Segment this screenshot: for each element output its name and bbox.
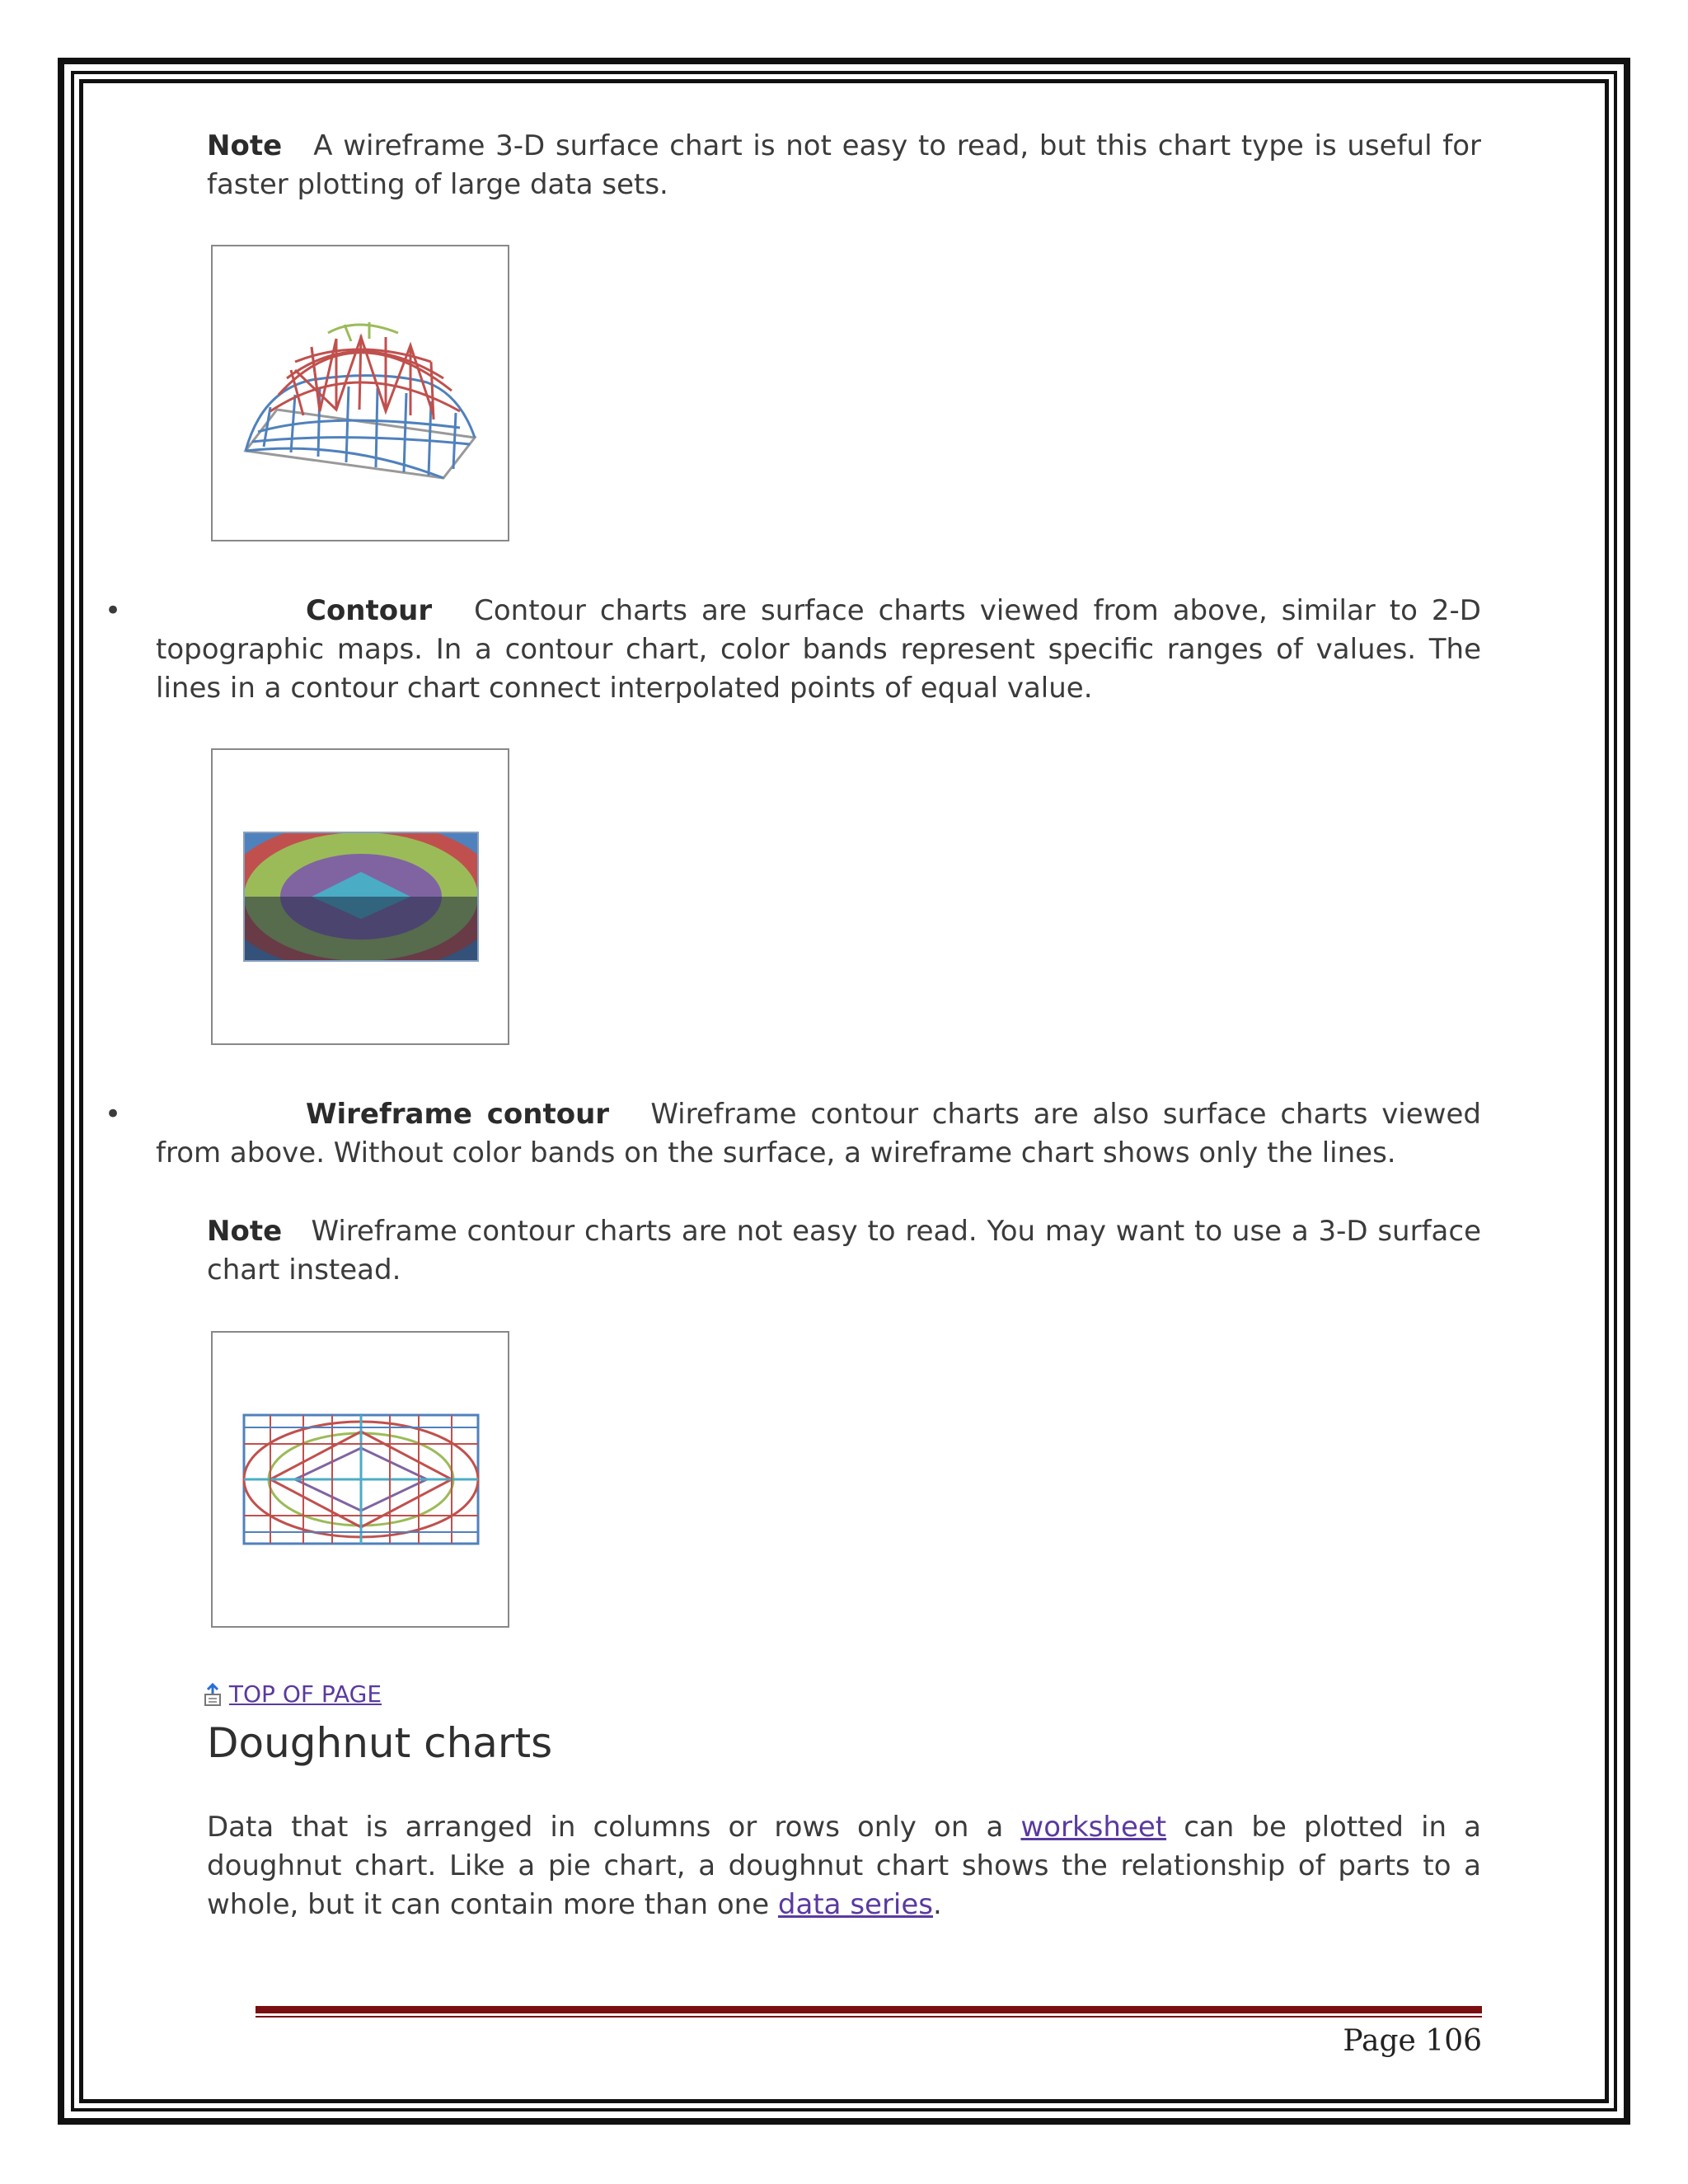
note-text: Wireframe contour charts are not easy to read. You may want to use a 3-D surface chart instead. — [207, 1215, 1481, 1286]
wireframe-contour-chart-image — [213, 1333, 508, 1626]
footer-rule-thin — [256, 2016, 1482, 2018]
note-wireframe-contour — [207, 1212, 1481, 1290]
contour-term: Contour — [306, 594, 433, 627]
top-of-page-link[interactable] — [204, 1680, 382, 1709]
contour-paragraph — [156, 592, 1481, 708]
doughnut-text-1: Data that is arranged in columns or rows only on a — [207, 1811, 1021, 1844]
note-wireframe-surface — [207, 127, 1481, 204]
wireframe-3d-surface-image — [213, 246, 508, 540]
note-text: A wireframe 3-D surface chart is not easy to read, but this chart type is useful for faster plotting of large data sets. — [207, 129, 1481, 201]
doughnut-text-2: can be plotted in a doughnut chart. Like a pie chart, a doughnut chart shows the relationship of parts to a whole, but it can contain more than one — [207, 1811, 1481, 1921]
doughnut-paragraph — [207, 1808, 1481, 1924]
wireframe-contour-paragraph — [156, 1095, 1481, 1173]
contour-chart-image — [213, 750, 508, 1043]
wireframe-contour-text: Wireframe contour charts are also surface charts viewed from above. Without color bands on the surface, a wireframe chart shows only the lines. — [156, 1098, 1481, 1169]
wireframe-3d-surface-figure — [211, 245, 509, 541]
bullet-contour: • — [105, 594, 122, 627]
contour-figure — [211, 748, 509, 1045]
note-label: Note — [207, 1215, 283, 1248]
page-number: Page 106 — [1343, 2024, 1482, 2058]
doughnut-text-3: . — [933, 1888, 942, 1921]
note-label: Note — [207, 129, 283, 162]
bullet-wireframe-contour: • — [105, 1098, 122, 1131]
wireframe-contour-figure — [211, 1331, 509, 1628]
footer-rule — [256, 2006, 1482, 2013]
data-series-link[interactable]: data series — [777, 1888, 934, 1921]
doughnut-charts-heading: Doughnut charts — [207, 1719, 553, 1767]
contour-text: Contour charts are surface charts viewed from above, similar to 2-D topographic maps. In a contour chart, color bands represent specific ranges of values. The lines in a contour chart connect interpolated points of equal value. — [156, 594, 1481, 705]
top-of-page-label[interactable]: TOP OF PAGE — [228, 1680, 382, 1708]
top-of-page-icon — [204, 1683, 222, 1708]
worksheet-link[interactable]: worksheet — [1020, 1811, 1167, 1844]
wireframe-contour-term: Wireframe contour — [306, 1098, 610, 1131]
